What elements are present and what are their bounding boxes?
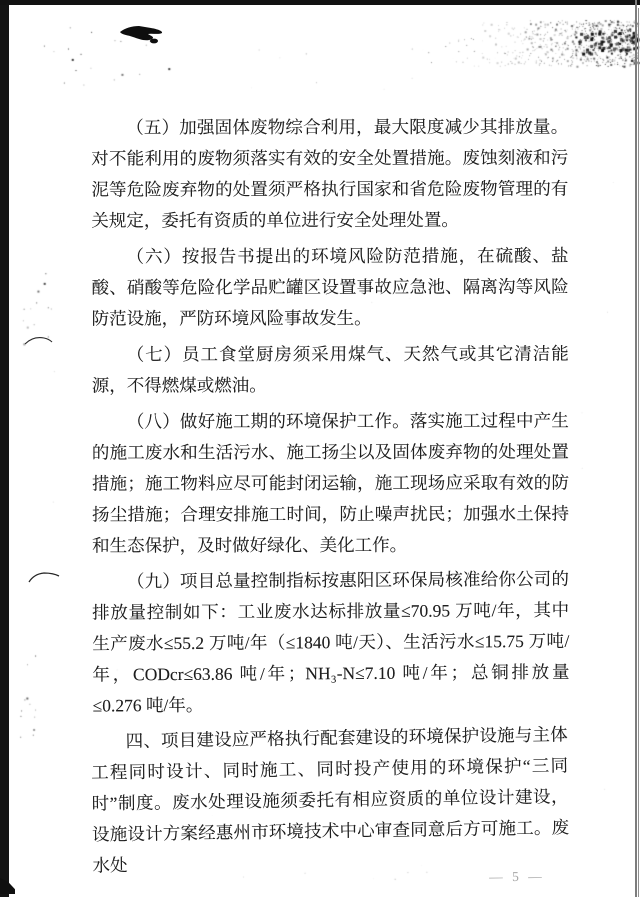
- paragraph-item-9-total-quantity-control: （九）项目总量控制指标按惠阳区环保局核准给你公司的排放量控制如下：工业废水达标排放量≤70.95 万吨/年，其中生产废水≤55.2 万吨/年（≤1840 吨/天）、生活污水≤15.75 万吨/年，CODcr≤63.86 吨/年；NH₃-N≤7.10 吨/年；总铜排放量≤0.276 吨/年。: [92, 568, 570, 716]
- paragraph-item-7-canteen-fuel: （七）员工食堂厨房须采用煤气、天然气或其它清洁能源，不得燃煤或燃油。: [91, 343, 569, 396]
- paragraph-section-4-three-simultaneous: 四、项目建设应严格执行配套建设的环境保护设施与主体工程同时设计、同时施工、同时投产使用的环境保护“三同时”制度。废水处理设施须委托有相应资质的单位设计建设，设施设计方案经惠州市环境技术中心审查同意后方可施工。废水处: [90, 724, 570, 876]
- paragraph-item-6-risk-prevention: （六）按报告书提出的环境风险防范措施，在硫酸、盐酸、硝酸等危险化学品贮罐区设置事故应急池、隔离沟等风险防范设施，严防环境风险事故发生。: [91, 245, 569, 329]
- scan-border-top: [0, 0, 640, 5]
- page-number: — 5 —: [489, 868, 545, 885]
- pen-curve-mark-upper: [24, 334, 54, 346]
- scan-edge-right-inner: [638, 8, 639, 897]
- paragraph-item-8-construction-period: （八）做好施工期的环境保护工作。落实施工过程中产生的施工废水和生活污水、施工扬尘以及固体废弃物的处理处置措施；施工物料应尽可能封闭运输，施工现场应采取有效的防扬尘措施；合理安排施工时间，防止噪声扰民；加强水土保持和生态保护，及时做好绿化、美化工作。: [91, 410, 570, 556]
- document-body: [91, 112, 570, 887]
- ink-blot-mark: [118, 23, 166, 47]
- paragraph-item-5-solid-waste: （五）加强固体废物综合利用，最大限度减少其排放量。对不能利用的废物须落实有效的安全处置措施。废蚀刻液和污泥等危险废弃物的处置须严格执行国家和省危险废物管理的有关规定，委托有资质的单位进行安全处理处置。: [91, 116, 569, 231]
- scan-border-left: [0, 0, 9, 897]
- pen-curve-mark-lower: [28, 570, 62, 584]
- scan-edge-right: [635, 0, 637, 897]
